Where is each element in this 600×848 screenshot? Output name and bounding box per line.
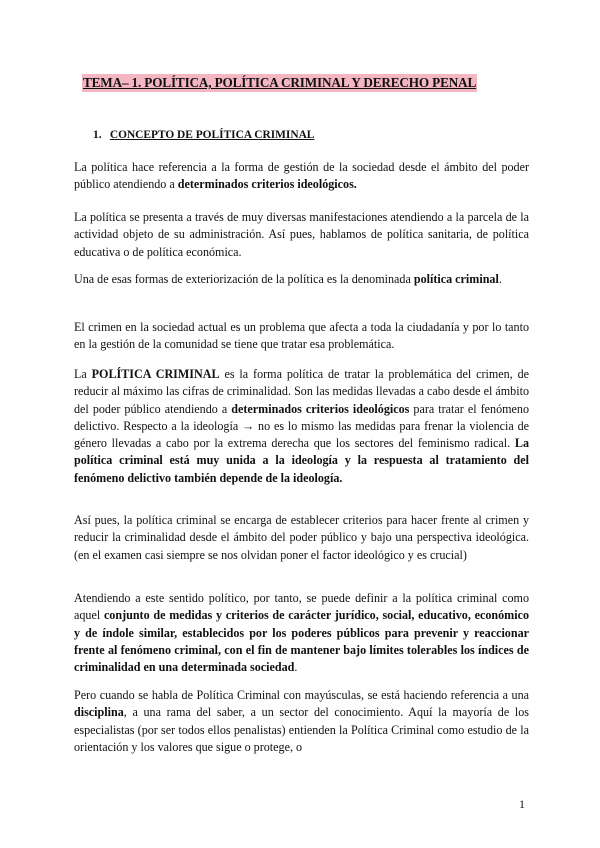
p8-bold: disciplina bbox=[74, 705, 124, 720]
p7-text: Atendiendo a este sentido político, por tanto, se puede definir a la política criminal como aquel bbox=[74, 591, 529, 623]
p5-text-a: La bbox=[74, 367, 92, 381]
paragraph-2: La política se presenta a través de muy diversas manifestaciones atendiendo a la parcela de la actividad objeto de su administración. Así pues, hablamos de política sanitaria, de política educativa o de política económica. bbox=[74, 210, 529, 259]
paragraph-7 bbox=[74, 590, 529, 676]
p5-text-c: es la forma política de tratar la problemática del crimen, de reducir al máximo las cifras de criminalidad. Son las medidas llevadas a cabo desde el ámbito del poder público atendiendo a bbox=[74, 367, 529, 416]
p3-end: . bbox=[498, 272, 502, 286]
p7-end: . bbox=[294, 660, 298, 675]
p8-text-a: Pero cuando se habla de Política Criminal con mayúsculas, se está haciendo referencia a una bbox=[74, 688, 529, 702]
section-heading bbox=[93, 128, 314, 142]
p5-bold-conclusion: La política criminal está muy unida a la ideología y la respuesta al tratamiento del fenómeno delictivo también depende de la ideología. bbox=[74, 436, 529, 485]
section-number: 1. bbox=[93, 129, 102, 141]
paragraph-6: Así pues, la política criminal se encarga de establecer criterios para hacer frente al crimen y reducir la criminalidad desde el ámbito del poder público y bajo una perspectiva ideológica. (en el examen casi siempre se nos olvidan poner el factor ideológico y es crucial) bbox=[74, 513, 529, 562]
p5-bold-criteria: determinados criterios ideológicos bbox=[231, 401, 410, 416]
paragraph-3 bbox=[74, 271, 529, 288]
p1-text: La política hace referencia a la forma de gestión de la sociedad desde el ámbito del poder público atendiendo a bbox=[74, 160, 529, 192]
p5-bold-term: POLÍTICA CRIMINAL bbox=[91, 367, 220, 381]
p8-text-c: , a una rama del saber, a un sector del conocimiento. Aquí la mayoría de los especialistas (por ser todos ellos penalistas) entienden la Política Criminal como estudio de la orientación y los valores que sigue o protege, o bbox=[74, 705, 529, 754]
section-heading-text: CONCEPTO DE POLÍTICA CRIMINAL bbox=[109, 129, 315, 141]
paragraph-5 bbox=[74, 366, 529, 487]
paragraph-1 bbox=[74, 159, 529, 194]
paragraph-8 bbox=[74, 687, 529, 756]
p5-text-e: para tratar el fenómeno delictivo. Respecto a la ideología → no es lo mismo las medidas para frenar la violencia de género llevadas a cabo por la extrema derecha que los sectores del feminismo radical. bbox=[74, 401, 529, 451]
p1-bold: determinados criterios ideológicos. bbox=[177, 177, 357, 192]
paragraph-4: El crimen en la sociedad actual es un problema que afecta a toda la ciudadanía y por lo tanto en la gestión de la comunidad se tiene que tratar esa problemática. bbox=[74, 320, 529, 352]
page-number: 1 bbox=[519, 797, 525, 811]
p3-text: Una de esas formas de exteriorización de la política es la denominada bbox=[74, 272, 414, 286]
p3-bold: política criminal bbox=[413, 272, 499, 286]
document-title bbox=[82, 74, 518, 92]
p7-bold-definition: conjunto de medidas y criterios de carácter jurídico, social, educativo, económico y de índole similar, establecidos por los poderes públicos para prevenir y reaccionar frente al fenómeno criminal, con el fin de mantener bajo límites tolerables los índices de criminalidad en una determinada sociedad bbox=[74, 608, 529, 675]
title-highlight: TEMA– 1. POLÍTICA, POLÍTICA CRIMINAL Y DERECHO PENAL bbox=[83, 75, 477, 90]
